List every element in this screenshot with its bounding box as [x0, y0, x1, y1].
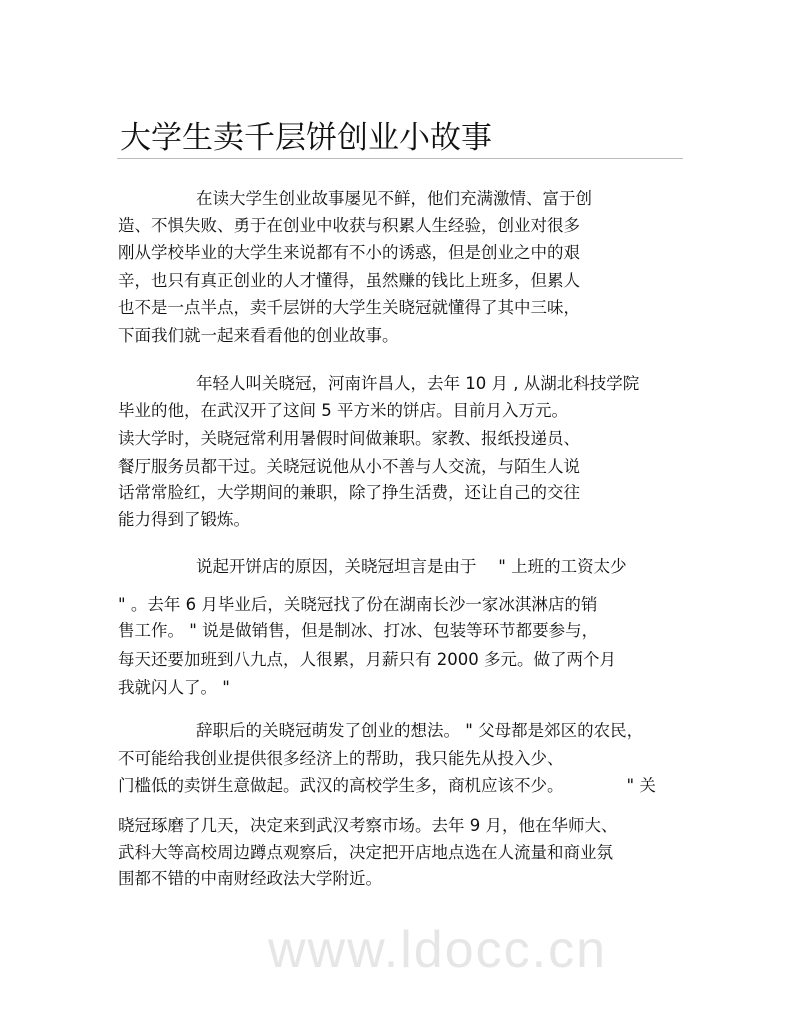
- paragraph-4-line: 武科大等高校周边蹲点观察后，决定把开店地点选在人流量和商业氛: [118, 843, 613, 862]
- paragraph-1-line: 下面我们就一起来看看他的创业故事。: [118, 326, 399, 345]
- paragraph-4-line: 门槛低的卖饼生意做起。武汉的高校学生多，商机应该不少。 " 关: [118, 776, 656, 795]
- document-title: 大学生卖千层饼创业小故事: [120, 120, 492, 156]
- paragraph-4-line: 辞职后的关晓冠萌发了创业的想法。 " 父母都是郊区的农民，: [196, 721, 644, 740]
- paragraph-2-line: 毕业的他，在武汉开了这间 5 平方米的饼店。目前月入万元。: [118, 401, 568, 420]
- paragraph-2-line: 能力得到了锻炼。: [118, 510, 250, 529]
- paragraph-3-line: 我就闪人了。 ": [118, 678, 230, 697]
- paragraph-4-line: 不可能给我创业提供很多经济上的帮助，我只能先从投入少、: [118, 749, 564, 768]
- title-divider: [117, 158, 683, 159]
- paragraph-2-line: 读大学时，关晓冠常利用暑假时间做兼职。家教、报纸投递员、: [118, 429, 580, 448]
- paragraph-2-line: 餐厅服务员都干过。关晓冠说他从小不善与人交流，与陌生人说: [118, 457, 580, 476]
- paragraph-2-line: 年轻人叫关晓冠，河南许昌人，去年 10 月 , 从湖北科技学院: [196, 374, 640, 393]
- paragraph-3-line: 售工作。 " 说是做销售，但是制冰、打冰、包装等环节都要参与，: [118, 621, 599, 640]
- paragraph-1-line: 辛，也只有真正创业的人才懂得，虽然赚的钱比上班多，但累人: [118, 271, 580, 290]
- paragraph-3-line: 每天还要加班到八九点，人很累，月薪只有 2000 多元。做了两个月: [118, 650, 616, 669]
- paragraph-1-line: 刚从学校毕业的大学生来说都有不小的诱惑，但是创业之中的艰: [118, 243, 580, 262]
- paragraph-4-line: 围都不错的中南财经政法大学附近。: [118, 869, 382, 888]
- watermark: www.ldocc.cn: [268, 921, 607, 979]
- paragraph-3-line: " 。去年 6 月毕业后，关晓冠找了份在湖南长沙一家冰淇淋店的销: [118, 595, 598, 614]
- paragraph-2-line: 话常常脸红，大学期间的兼职，除了挣生活费，还让自己的交往: [118, 483, 580, 502]
- paragraph-1-line: 造、不惧失败、勇于在创业中收获与积累人生经验，创业对很多: [118, 216, 580, 235]
- paragraph-1-line: 在读大学生创业故事屡见不鲜，他们充满激情、富于创: [196, 189, 592, 208]
- paragraph-1-line: 也不是一点半点，卖千层饼的大学生关晓冠就懂得了其中三味，: [118, 298, 580, 317]
- paragraph-3-line: 说起开饼店的原因，关晓冠坦言是由于 " 上班的工资太少: [196, 557, 627, 576]
- paragraph-4-line: 晓冠琢磨了几天，决定来到武汉考察市场。去年 9 月，他在华师大、: [118, 816, 618, 835]
